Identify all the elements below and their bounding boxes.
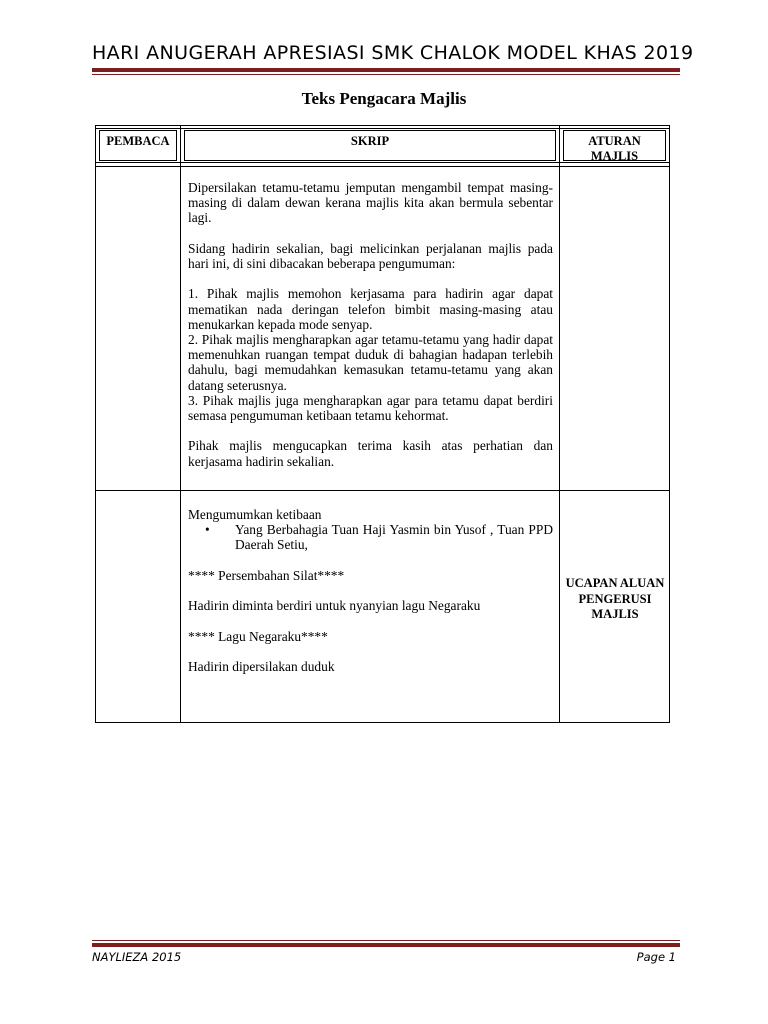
skrip-bullet-text: Yang Berbahagia Tuan Haji Yasmin bin Yusof , Tuan PPD Daerah Setiu,: [235, 522, 553, 553]
table-row-2-aturan: UCAPAN ALUAN PENGERUSI MAJLIS: [565, 576, 665, 621]
script-table: [95, 125, 670, 723]
skrip-list-item: 1. Pihak majlis memohon kerjasama para hadirin agar dapat mematikan nada deringan telefon bimbit masing-masing atau menukarkan kepada mode senyap.: [188, 286, 553, 332]
skrip-list-item: 3. Pihak majlis juga mengharapkan agar para tetamu dapat berdiri semasa pengumuman ketibaan tetamu kehormat.: [188, 392, 553, 424]
table-border: [95, 125, 670, 126]
page-header-title: HARI ANUGERAH APRESIASI SMK CHALOK MODEL KHAS 2019: [92, 42, 694, 64]
skrip-paragraph: Pihak majlis mengucapkan terima kasih atas perhatian dan kerjasama hadirin sekalian.: [188, 438, 553, 469]
footer-rule-thin: [92, 940, 680, 941]
header-rule-thick: [92, 68, 680, 72]
row-divider: [95, 490, 670, 491]
skrip-paragraph: Hadirin dipersilakan duduk: [188, 658, 335, 674]
table-border: [95, 166, 670, 167]
table-border: [95, 722, 670, 723]
column-divider: [180, 125, 181, 723]
column-header-aturan-majlis: ATURAN MAJLIS: [563, 130, 666, 161]
bullet-icon: •: [205, 522, 210, 538]
column-header-pembaca: PEMBACA: [99, 130, 177, 161]
skrip-list-item: 2. Pihak majlis mengharapkan agar tetamu-tetamu yang hadir dapat memenuhkan ruangan tempat duduk di bahagian hadapan terlebih dahulu, bagi memudahkan kemasukan tetamu-tetamu yang akan datang seterusnya.: [188, 332, 553, 393]
skrip-paragraph: **** Persembahan Silat****: [188, 567, 345, 583]
document-title: Teks Pengacara Majlis: [301, 89, 467, 108]
skrip-paragraph: Dipersilakan tetamu-tetamu jemputan mengambil tempat masing-masing di dalam dewan kerana majlis kita akan bermula sebentar lagi.: [188, 180, 553, 226]
footer-author: NAYLIEZA 2015: [92, 950, 182, 964]
skrip-bullet-item: [188, 522, 553, 552]
skrip-paragraph: Mengumumkan ketibaan: [188, 507, 322, 522]
header-rule-thin: [92, 74, 680, 75]
table-border: [669, 125, 670, 723]
table-border: [95, 162, 670, 163]
footer-page-number: Page 1: [636, 950, 676, 964]
column-divider: [559, 125, 560, 723]
column-header-skrip: SKRIP: [184, 130, 556, 161]
table-border: [95, 125, 96, 723]
skrip-paragraph: Sidang hadirin sekalian, bagi melicinkan perjalanan majlis pada hari ini, di sini dibacakan beberapa pengumuman:: [188, 240, 553, 271]
table-border: [95, 128, 670, 129]
footer-rule-thick: [92, 943, 680, 947]
table-row-1-skrip: [188, 180, 553, 484]
skrip-paragraph: Hadirin diminta berdiri untuk nyanyian lagu Negaraku: [188, 598, 481, 614]
skrip-paragraph: **** Lagu Negaraku****: [188, 628, 328, 644]
table-row-2-skrip: [188, 507, 553, 689]
